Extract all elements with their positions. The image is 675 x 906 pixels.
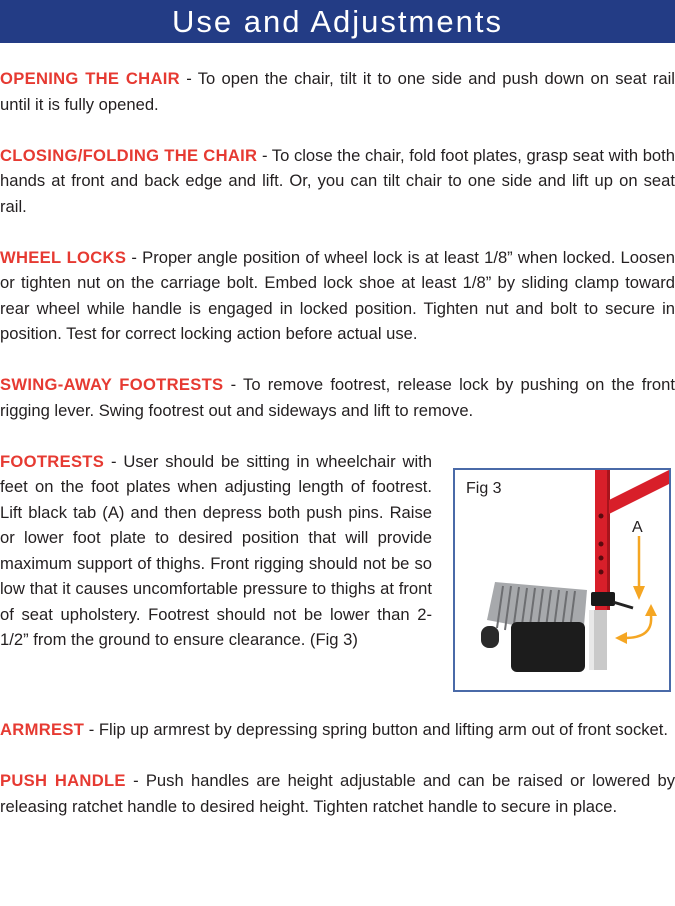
footrests-block bbox=[0, 449, 675, 692]
section-text: - To close the chair, fold foot plates, grasp seat with both hands at front and back edge and lift. Or, you can tilt chair to one side and lift up on seat rail. bbox=[0, 145, 675, 216]
section-wheel-locks bbox=[0, 245, 675, 347]
push-pin-icon bbox=[599, 541, 604, 546]
section-text: - Push handles are height adjustable and can be raised or lowered by releasing ratchet handle to desired height. Tighten ratchet handle to secure in place. bbox=[0, 771, 675, 816]
section-term: FOOTRESTS bbox=[0, 451, 105, 471]
arrow-up-icon bbox=[645, 604, 657, 616]
section-text: - User should be sitting in wheelchair with feet on the foot plates when adjusting length of footrest. Lift black tab (A) and then depress both push pins. Raise or lower foot plate to desired position that will provide maximum support of thighs. Front rigging should not be so low that it causes uncomfortable pressure to thighs at front of seat upholstery. Footrest should not be lower than 2-1/2” from the ground to ensure clearance. (Fig 3) bbox=[0, 451, 432, 649]
frame-crossbar bbox=[609, 470, 669, 514]
arrow-left-icon bbox=[615, 632, 627, 644]
section-armrest bbox=[0, 717, 675, 743]
clamp bbox=[591, 592, 615, 606]
section-closing bbox=[0, 143, 675, 220]
callout-label: A bbox=[632, 518, 643, 536]
push-pin-icon bbox=[599, 555, 604, 560]
page-title: Use and Adjustments bbox=[172, 3, 503, 39]
section-term: WHEEL LOCKS bbox=[0, 247, 127, 267]
arrow-down-icon bbox=[633, 586, 645, 600]
section-term: CLOSING/FOLDING THE CHAIR bbox=[0, 145, 258, 165]
section-text: - To open the chair, tilt it to one side and push down on seat rail until it is fully opened. bbox=[0, 69, 675, 114]
rotation-arrow bbox=[625, 616, 651, 638]
instructions-content bbox=[0, 66, 675, 845]
section-swing-away-footrests bbox=[0, 372, 675, 423]
push-pin-icon bbox=[599, 513, 604, 518]
section-text: - Proper angle position of wheel lock is at least 1/8” when locked. Loosen or tighten nut on the carriage bolt. Embed lock shoe at least 1/8” by sliding clamp toward rear wheel while handle is engaged in locked position. Tighten nut and bolt to secure in position. Test for correct locking action before actual use. bbox=[0, 247, 675, 343]
figure-label: Fig 3 bbox=[466, 479, 502, 497]
black-tab bbox=[511, 622, 585, 672]
section-opening bbox=[0, 66, 675, 117]
section-term: SWING-AWAY FOOTRESTS bbox=[0, 375, 224, 394]
section-footrests bbox=[0, 449, 432, 653]
section-text: - To remove footrest, release lock by pushing on the front rigging lever. Swing footrest out and sideways and lift to remove. bbox=[0, 375, 675, 420]
section-term: PUSH HANDLE bbox=[0, 771, 126, 790]
section-term: OPENING THE CHAIR bbox=[0, 69, 180, 88]
section-term: ARMREST bbox=[0, 720, 85, 739]
page-header bbox=[0, 0, 675, 43]
section-text: - Flip up armrest by depressing spring button and lifting arm out of front socket. bbox=[84, 720, 668, 739]
figure-3 bbox=[453, 468, 671, 692]
push-pin-icon bbox=[599, 569, 604, 574]
footrest-illustration bbox=[455, 470, 669, 690]
section-push-handle bbox=[0, 768, 675, 819]
